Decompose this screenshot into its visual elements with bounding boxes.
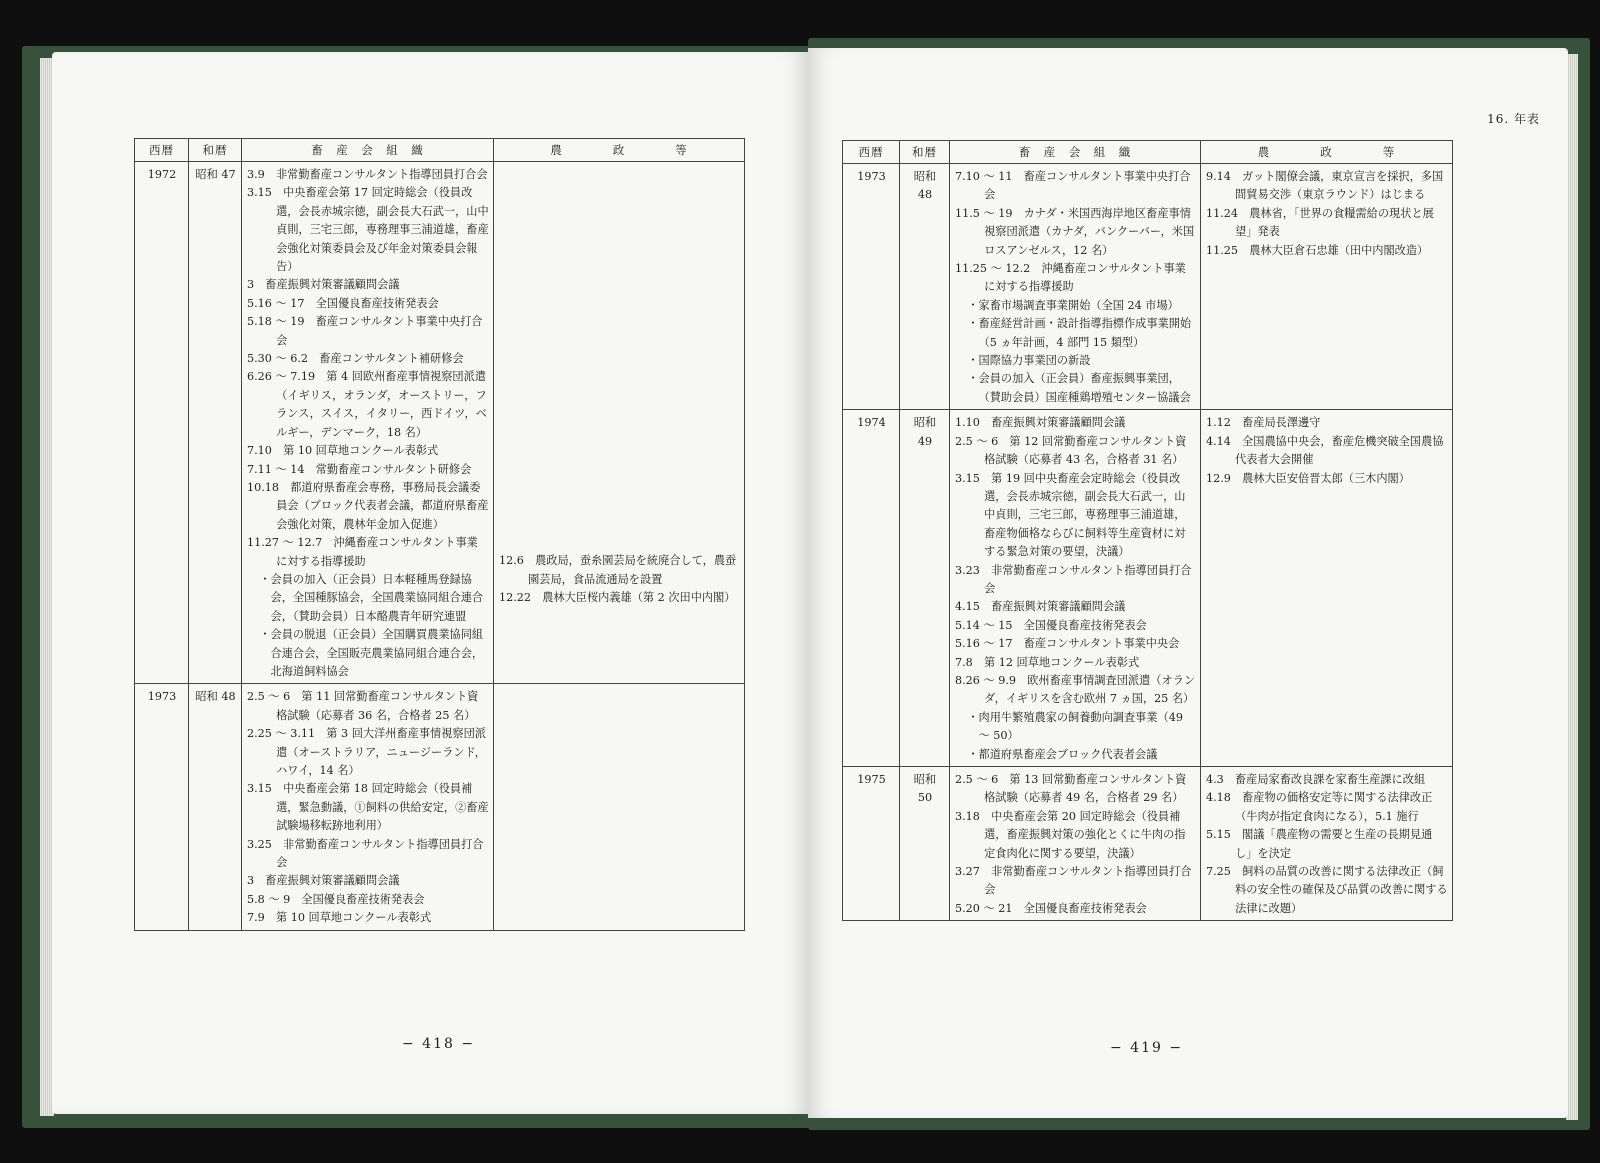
page-number: − 418 −: [402, 1036, 476, 1052]
organization-cell: [950, 164, 1201, 410]
org-entry: 7.9 第 10 回草地コンクール表彰式: [247, 911, 432, 925]
org-entry: 4.15 畜産振興対策審議顧問会議: [955, 600, 1126, 614]
table-row: [843, 164, 1453, 410]
western-year-cell: 1975: [843, 767, 900, 921]
org-entry: 3.15 中央畜産会第 18 回定時総会（役員補選，緊急動議，①飼料の供給安定，②畜産試験場移転跡地利用）: [247, 782, 489, 833]
org-entry: 11.5 ～ 19 カナダ・米国西海岸地区畜産事情視察団派遣（カナダ，バンクーバー，米国ロスアンゼルス，12 名）: [955, 206, 1195, 257]
org-entry: ・肉用牛繁殖農家の飼養動向調査事業（49 ～ 50）: [967, 710, 1183, 743]
header-western-year: 西暦: [135, 139, 189, 162]
organization-cell: [950, 767, 1201, 921]
org-entry: 8.26 ～ 9.9 欧州畜産事情調査団派遣（オランダ，イギリスを含む欧州 7 ヵ国，25 名）: [955, 673, 1196, 706]
org-entry: 5.18 ～ 19 畜産コンサルタント事業中央打合会: [247, 315, 483, 347]
org-entry: 3.27 非常勤畜産コンサルタント指導団員打合会: [955, 865, 1192, 897]
policy-cell: [1201, 410, 1453, 767]
western-year-cell: 1973: [843, 164, 900, 410]
org-entry: 2.5 ～ 6 第 12 回常勤畜産コンサルタント資格試験（応募者 43 名，合格者 31 名）: [955, 434, 1187, 467]
page-number: − 419 −: [1110, 1040, 1184, 1056]
table-row: [843, 767, 1453, 921]
western-year-cell: 1974: [843, 410, 900, 767]
org-entry: 3.25 非常勤畜産コンサルタント指導団員打合会: [247, 837, 484, 870]
org-entry: ・畜産経営計画・設計指導指標作成事業開始（5 ヵ年計画，4 部門 15 類型）: [967, 317, 1192, 349]
running-head: 16. 年表: [1487, 112, 1540, 126]
policy-cell: [1201, 164, 1453, 410]
policy-entry: 7.25 飼料の品質の改善に関する法律改正（飼料の安全性の確保及び品質の改善に関する法律に改題）: [1206, 865, 1448, 915]
org-entry: 3.9 非常勤畜産コンサルタント指導団員打合会: [247, 168, 488, 181]
policy-entry: 12.22 農林大臣桜内義雄（第 2 次田中内閣）: [499, 591, 736, 605]
policy-entry: 11.25 農林大臣倉石忠雄（田中内閣改造）: [1206, 243, 1429, 257]
org-entry: 7.10 第 10 回草地コンクール表彰式: [247, 444, 439, 458]
header-japanese-era: 和暦: [900, 141, 950, 164]
japanese-era-cell: 昭和 50: [900, 767, 950, 921]
org-entry: 7.8 第 12 回草地コンクール表彰式: [955, 655, 1140, 669]
org-entry: 5.16 ～ 17 畜産コンサルタント事業中央会: [955, 637, 1180, 651]
policy-entry: 12.6 農政局，蚕糸園芸局を統廃合して，農蚕園芸局，食品流通局を設置: [499, 554, 737, 586]
table-row: [135, 162, 745, 684]
table-row: [135, 684, 745, 930]
western-year-cell: 1972: [135, 162, 189, 684]
policy-cell: [1201, 767, 1453, 921]
policy-entry: 4.3 畜産局家畜改良課を家畜生産課に改組: [1206, 773, 1426, 786]
org-entry: 3.15 第 19 回中央畜産会定時総会（役員改選，会長赤城宗徳，副会長大石武一，山中貞則，三宅三郎，専務理事三浦道雄，畜産物価格ならびに飼料等生産資材に対する緊急対策の要望，決議）: [955, 471, 1186, 559]
header-policy: 農 政 等: [494, 139, 745, 162]
policy-entry: 9.14 ガット閣僚会議，東京宣言を採択，多国間貿易交渉（東京ラウンド）はじまる: [1206, 170, 1444, 202]
policy-entry: 11.24 農林省，「世界の食糧需給の現状と展望」発表: [1206, 206, 1434, 239]
org-entry: 11.25 ～ 12.2 沖縄畜産コンサルタント事業に対する指導援助: [955, 262, 1186, 294]
org-entry: ・国際協力事業団の新設: [967, 354, 1091, 368]
policy-entry: 4.18 畜産物の価格安定等に関する法律改正（牛肉が指定食肉になる），5.1 施行: [1206, 791, 1433, 823]
header-organization: 畜 産 会 組 織: [950, 141, 1201, 164]
org-entry: 5.20 ～ 21 全国優良畜産技術発表会: [955, 901, 1147, 915]
org-entry: 3 畜産振興対策審議顧問会議: [247, 278, 400, 292]
org-entry: 5.30 ～ 6.2 畜産コンサルタント補研修会: [247, 352, 464, 366]
chronology-table-right: [842, 140, 1453, 921]
header-western-year: 西暦: [843, 141, 900, 164]
policy-entry: 12.9 農林大臣安倍晋太郎（三木内閣）: [1206, 471, 1410, 485]
header-organization: 畜 産 会 組 織: [242, 139, 494, 162]
org-entry: 5.16 ～ 17 全国優良畜産技術発表会: [247, 296, 439, 310]
organization-cell: [242, 162, 494, 684]
header-policy: 農 政 等: [1201, 141, 1453, 164]
org-entry: 2.25 ～ 3.11 第 3 回大洋州畜産事情視察団派遣（オーストラリア，ニュージーランド，ハワイ，14 名）: [247, 727, 486, 777]
western-year-cell: 1973: [135, 684, 189, 930]
japanese-era-cell: 昭和 47: [189, 162, 242, 684]
org-entry: 2.5 ～ 6 第 11 回常勤畜産コンサルタント資格試験（応募者 36 名，合格者 25 名）: [247, 690, 479, 722]
org-entry: 11.27 ～ 12.7 沖縄畜産コンサルタント事業に対する指導援助: [247, 536, 478, 568]
table-row: [843, 410, 1453, 767]
org-entry: 5.14 ～ 15 全国優良畜産技術発表会: [955, 618, 1147, 632]
org-entry: 3.23 非常勤畜産コンサルタント指導団員打合会: [955, 563, 1192, 595]
table-header-row: [135, 139, 745, 162]
org-entry: ・都道府県畜産会ブロック代表者会議: [967, 747, 1158, 761]
org-entry: 7.10 ～ 11 畜産コンサルタント事業中央打合会: [955, 170, 1191, 202]
org-entry: 6.26 ～ 7.19 第 4 回欧州畜産事情視察団派遣（イギリス，オランダ，オーストリー，フランス，スイス，イタリー，西ドイツ，ベルギー，デンマーク，18 名）: [247, 370, 487, 439]
org-entry: 3.15 中央畜産会第 17 回定時総会（役員改選，会長赤城宗徳，副会長大石武一，山中貞則，三宅三郎，専務理事三浦道雄，畜産会強化対策委員会及び年金対策委員会報告）: [247, 186, 489, 274]
left-page: [52, 52, 808, 1114]
japanese-era-cell: 昭和 48: [900, 164, 950, 410]
header-japanese-era: 和暦: [189, 139, 242, 162]
org-entry: 5.8 ～ 9 全国優良畜産技術発表会: [247, 892, 425, 906]
organization-cell: [242, 684, 494, 930]
japanese-era-cell: 昭和 49: [900, 410, 950, 767]
org-entry: 3.18 中央畜産会第 20 回定時総会（役員補選，畜産振興対策の強化とくに牛肉の指定食肉化に関する要望，決議）: [955, 809, 1186, 860]
org-entry: 3 畜産振興対策審議顧問会議: [247, 874, 400, 888]
org-entry: 7.11 ～ 14 常勤畜産コンサルタント研修会: [247, 462, 472, 476]
right-page: [808, 48, 1568, 1118]
table-header-row: [843, 141, 1453, 164]
policy-entry: 1.12 畜産局長澤邊守: [1206, 416, 1321, 430]
organization-cell: [950, 410, 1201, 767]
policy-cell: [494, 684, 745, 930]
policy-entry: 4.14 全国農協中央会，畜産危機突破全国農協代表者大会開催: [1206, 434, 1444, 467]
org-entry: ・会員の加入（正会員）畜産振興事業団，（賛助会員）国産種鶏増殖センター協議会: [967, 372, 1191, 404]
chronology-table-left: [134, 138, 745, 931]
org-entry: 10.18 都道府県畜産会専務，事務局長会議委員会（ブロック代表者会議，都道府県畜産会強化対策，農林年金加入促進）: [247, 480, 489, 531]
policy-spacer: [499, 166, 740, 552]
org-entry: 2.5 ～ 6 第 13 回常勤畜産コンサルタント資格試験（応募者 49 名，合格者 29 名）: [955, 773, 1187, 805]
japanese-era-cell: 昭和 48: [189, 684, 242, 930]
org-entry: ・会員の脱退（正会員）全国購買農業協同組合連合会，全国販売農業協同組合連合会，北海道飼料協会: [259, 628, 484, 678]
policy-entry: 5.15 閣議「農産物の需要と生産の長期見通し」を決定: [1206, 828, 1433, 860]
org-entry: ・会員の加入（正会員）日本軽種馬登録協会，全国種豚協会，全国農業協同組合連合会，（賛助会員）日本酪農青年研究連盟: [259, 572, 484, 623]
org-entry: ・家畜市場調査事業開始（全国 24 市場）: [967, 298, 1179, 312]
policy-cell: [494, 162, 745, 684]
org-entry: 1.10 畜産振興対策審議顧問会議: [955, 416, 1126, 430]
